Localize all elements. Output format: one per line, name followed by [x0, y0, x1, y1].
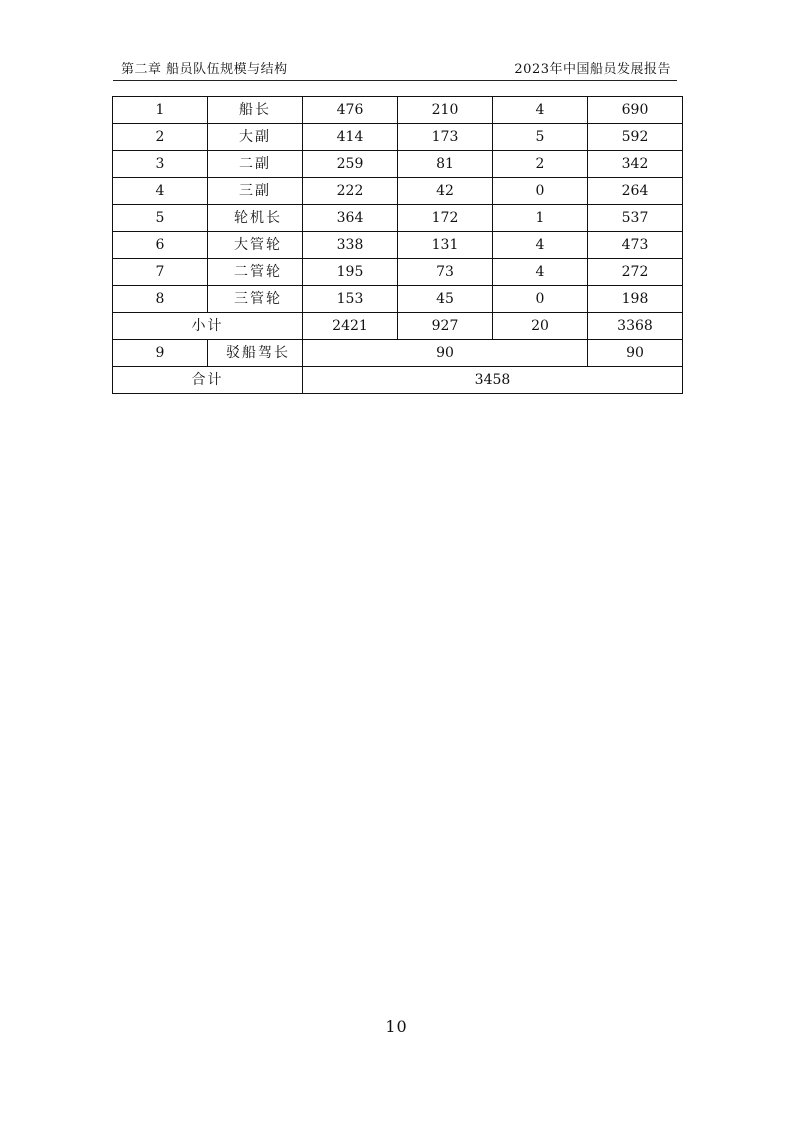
value-cell: 364	[303, 205, 398, 232]
value-cell: 195	[303, 259, 398, 286]
role-cell: 大管轮	[208, 232, 303, 259]
row-number: 5	[113, 205, 208, 232]
value-cell: 927	[398, 313, 493, 340]
role-cell: 船长	[208, 97, 303, 124]
value-cell: 1	[493, 205, 588, 232]
value-cell: 222	[303, 178, 398, 205]
value-cell: 210	[398, 97, 493, 124]
value-cell: 20	[493, 313, 588, 340]
role-cell: 三副	[208, 178, 303, 205]
value-cell: 45	[398, 286, 493, 313]
value-cell: 338	[303, 232, 398, 259]
report-title: 2023年中国船员发展报告	[514, 62, 671, 77]
value-cell: 0	[493, 178, 588, 205]
total-cell: 90	[588, 340, 683, 367]
value-cell: 81	[398, 151, 493, 178]
value-cell: 2421	[303, 313, 398, 340]
row-number: 7	[113, 259, 208, 286]
total-cell: 272	[588, 259, 683, 286]
value-cell: 4	[493, 259, 588, 286]
total-cell: 592	[588, 124, 683, 151]
role-cell: 大副	[208, 124, 303, 151]
grand-total-row	[113, 367, 683, 394]
total-cell: 342	[588, 151, 683, 178]
table-row	[113, 232, 683, 259]
table-row	[113, 205, 683, 232]
grand-total-value: 3458	[303, 367, 683, 394]
value-cell: 2	[493, 151, 588, 178]
grand-total-label: 合计	[113, 367, 303, 394]
role-cell: 三管轮	[208, 286, 303, 313]
crew-statistics-table	[112, 96, 683, 394]
subtotal-row	[113, 313, 683, 340]
table-row	[113, 97, 683, 124]
value-cell: 172	[398, 205, 493, 232]
total-cell: 473	[588, 232, 683, 259]
row-number: 4	[113, 178, 208, 205]
value-cell: 0	[493, 286, 588, 313]
row-number: 9	[113, 340, 208, 367]
table-row	[113, 178, 683, 205]
role-cell: 二管轮	[208, 259, 303, 286]
value-cell: 414	[303, 124, 398, 151]
total-cell: 3368	[588, 313, 683, 340]
total-cell: 198	[588, 286, 683, 313]
role-cell: 驳船驾长	[208, 340, 303, 367]
value-cell: 4	[493, 97, 588, 124]
value-cell: 173	[398, 124, 493, 151]
row-number: 6	[113, 232, 208, 259]
total-cell: 537	[588, 205, 683, 232]
value-cell: 131	[398, 232, 493, 259]
page-number: 10	[385, 1017, 408, 1036]
table-row	[113, 259, 683, 286]
role-cell: 二副	[208, 151, 303, 178]
total-cell: 690	[588, 97, 683, 124]
chapter-title: 第二章 船员队伍规模与结构	[121, 62, 288, 77]
page-header	[113, 56, 677, 81]
value-cell: 73	[398, 259, 493, 286]
row-number: 1	[113, 97, 208, 124]
value-cell: 476	[303, 97, 398, 124]
table-row	[113, 124, 683, 151]
value-cell: 4	[493, 232, 588, 259]
row-number: 8	[113, 286, 208, 313]
total-cell: 264	[588, 178, 683, 205]
table-row	[113, 340, 683, 367]
value-cell: 153	[303, 286, 398, 313]
role-cell: 轮机长	[208, 205, 303, 232]
value-cell: 90	[303, 340, 588, 367]
value-cell: 42	[398, 178, 493, 205]
row-number: 3	[113, 151, 208, 178]
row-number: 2	[113, 124, 208, 151]
table-row	[113, 286, 683, 313]
value-cell: 259	[303, 151, 398, 178]
table-row	[113, 151, 683, 178]
value-cell: 5	[493, 124, 588, 151]
subtotal-label: 小计	[113, 313, 303, 340]
